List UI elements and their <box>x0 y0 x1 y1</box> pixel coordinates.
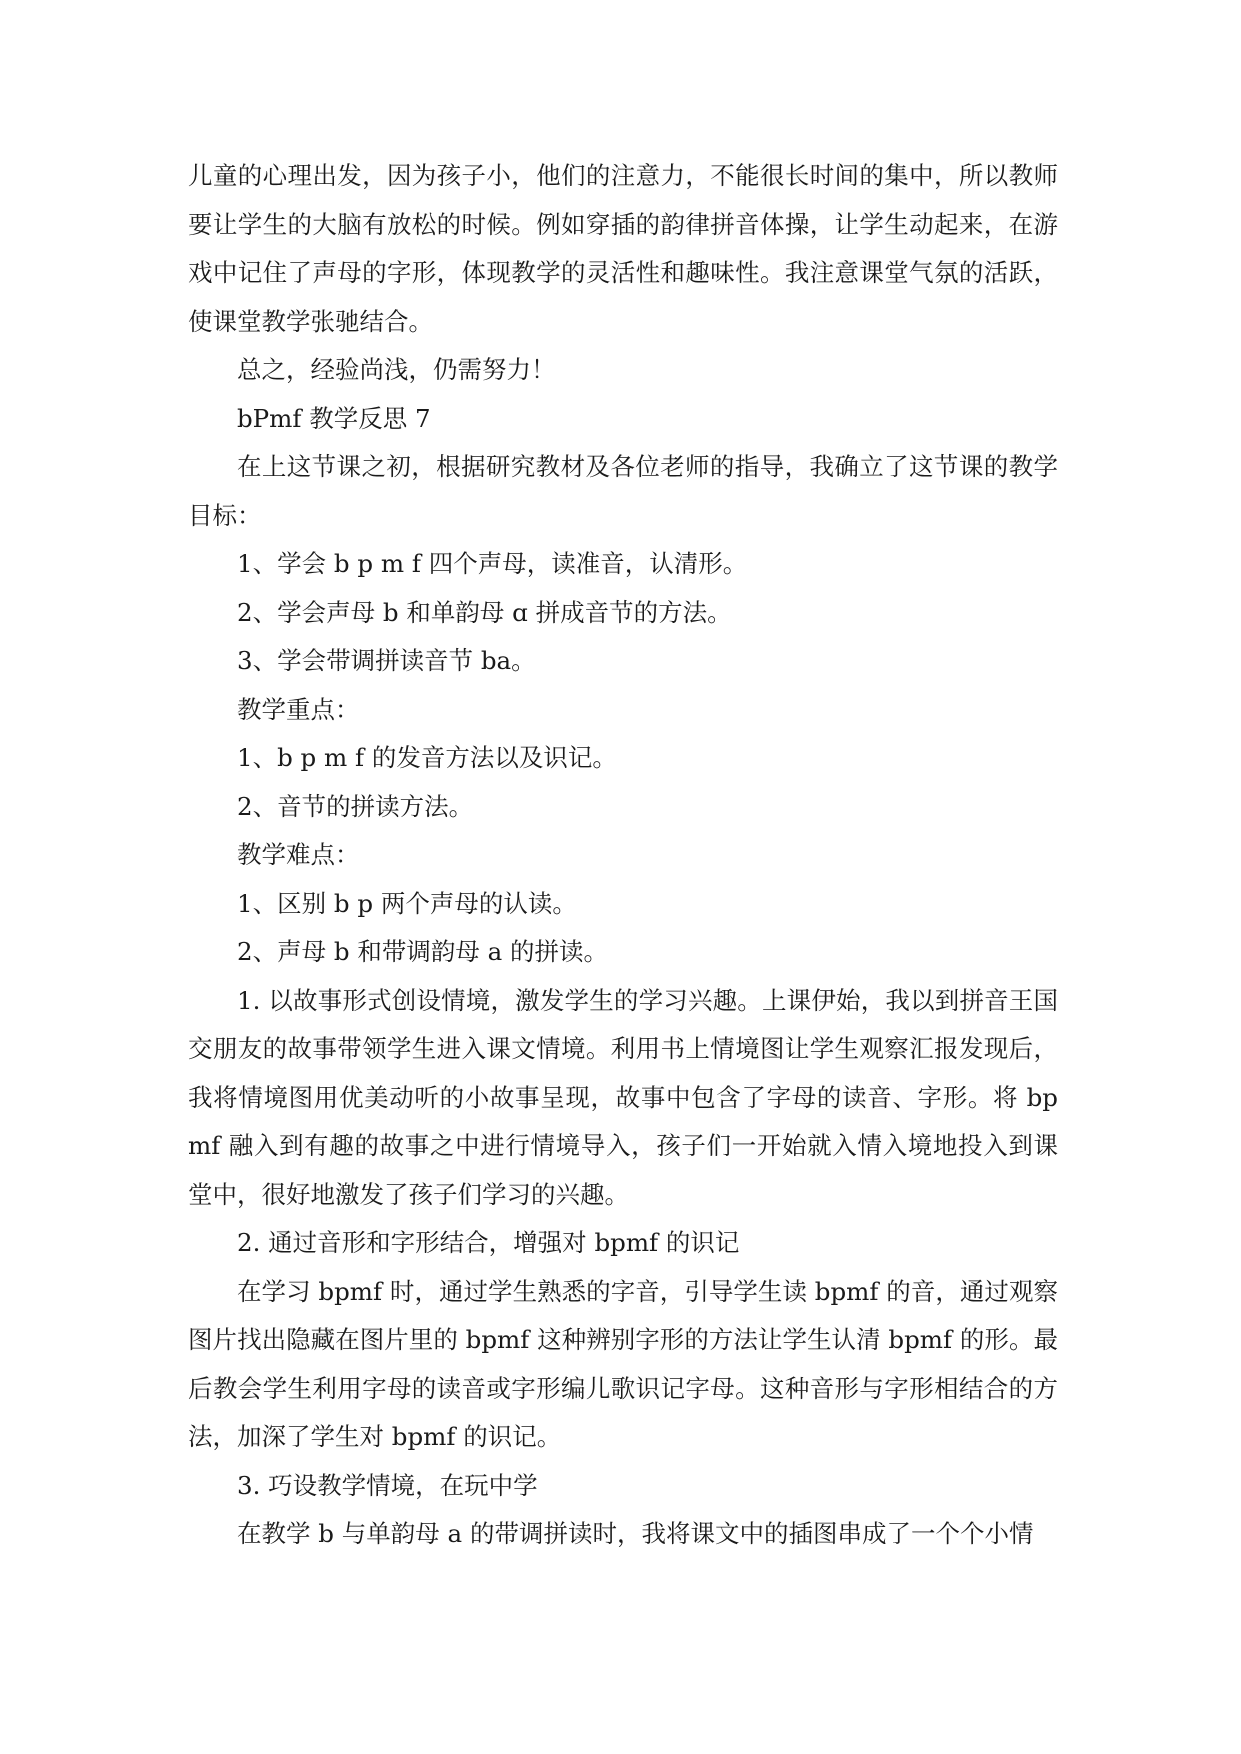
reflection-point-3-body: 在教学 b 与单韵母 a 的带调拼读时，我将课文中的插图串成了一个个小情 <box>237 1519 1034 1548</box>
reflection-point-1: 1. 以故事形式创设情境，激发学生的学习兴趣。上课伊始，我以到拼音王国交朋友的故事带领学生进入课文情境。利用书上情境图让学生观察汇报发现后，我将情境图用优美动听的小故事呈现，故事中包含了字母的读音、字形。将 bpmf 融入到有趣的故事之中进行情境导入，孩子们一开始就入情入境地投入到课堂中，很好地激发了孩子们学习的兴趣。 <box>188 985 1058 1209</box>
goal-item-3: 3、学会带调拼读音节 ba。 <box>237 646 536 675</box>
reflection-point-2-body: 在学习 bpmf 时，通过学生熟悉的字音，引导学生读 bpmf 的音，通过观察图片找出隐藏在图片里的 bpmf 这种辨别字形的方法让学生认清 bpmf 的形。最后教会学生利用字母的读音或字形编儿歌识记字母。这种音形与字形相结合的方法，加深了学生对 bpmf 的识记。 <box>188 1276 1058 1451</box>
key-point-item-1: 1、b p m f 的发音方法以及识记。 <box>237 743 617 772</box>
reflection-point-3-heading: 3. 巧设教学情境，在玩中学 <box>237 1470 538 1500</box>
paragraph-intro: 在上这节课之初，根据研究教材及各位老师的指导，我确立了这节课的教学目标： <box>188 452 1058 530</box>
paragraph-continuation: 儿童的心理出发，因为孩子小，他们的注意力，不能很长时间的集中，所以教师要让学生的大脑有放松的时候。例如穿插的韵律拼音体操，让学生动起来，在游戏中记住了声母的字形，体现教学的灵活性和趣味性。我注意课堂气氛的活跃，使课堂教学张驰结合。 <box>188 161 1058 336</box>
key-points-heading: 教学重点： <box>237 694 360 724</box>
reflection-point-2-heading: 2. 通过音形和字形结合，增强对 bpmf 的识记 <box>237 1228 740 1257</box>
paragraph-summary: 总之，经验尚浅，仍需努力！ <box>237 355 556 384</box>
difficulties-heading: 教学难点： <box>237 840 360 869</box>
section-heading: bPmf 教学反思 7 <box>237 403 431 433</box>
difficulty-item-1: 1、区别 b p 两个声母的认读。 <box>237 888 577 918</box>
key-point-item-2: 2、音节的拼读方法。 <box>237 791 474 821</box>
goal-item-1: 1、学会 b p m f 四个声母，读准音，认清形。 <box>237 549 748 578</box>
document-body <box>188 152 1058 1559</box>
goal-item-2: 2、学会声母 b 和单韵母 ɑ 拼成音节的方法。 <box>237 597 732 627</box>
difficulty-item-2: 2、声母 b 和带调韵母 a 的拼读。 <box>237 937 609 966</box>
